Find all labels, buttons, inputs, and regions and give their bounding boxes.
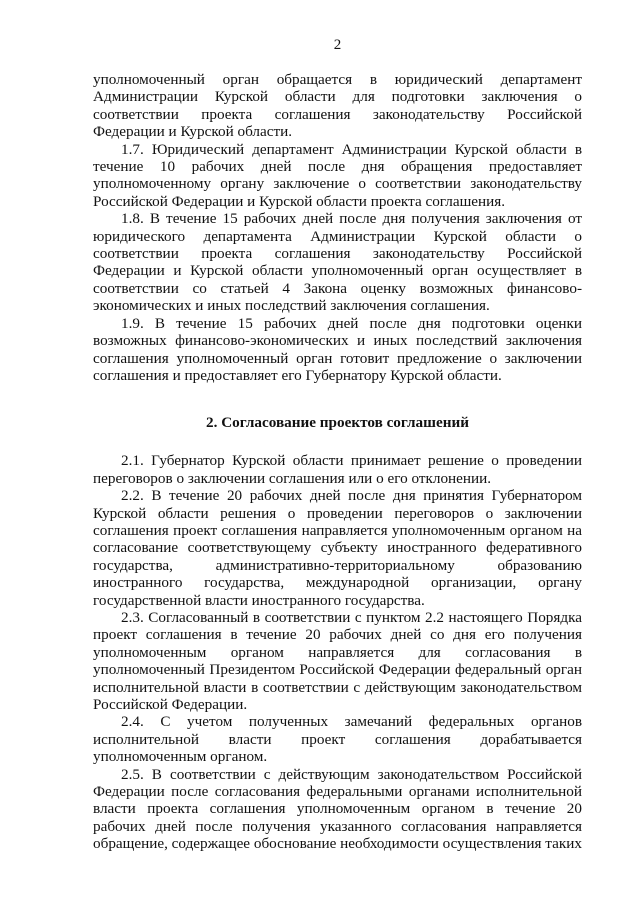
paragraph-2-5: 2.5. В соответствии с действующим законодательством Российской Федерации после согласования федеральными органами исполнительной власти проекта соглашения уполномоченным органом в течение 20 рабочих дней после получения указанного согласования направляется обращение, содержащее обоснование необходимости осуществления таких bbox=[93, 765, 582, 853]
paragraph-2-1: 2.1. Губернатор Курской области принимает решение о проведении переговоров о заключении соглашения или о его отклонении. bbox=[93, 452, 582, 487]
paragraph-1-9: 1.9. В течение 15 рабочих дней после дня подготовки оценки возможных финансово-экономических и иных последствий заключения соглашения уполномоченный орган готовит предложение о заключении соглашения и предоставляет его Губернатору Курской области. bbox=[93, 314, 582, 384]
paragraph-1-8: 1.8. В течение 15 рабочих дней после дня получения заключения от юридического департамента Администрации Курской области о соответствии проекта соглашения законодательству Российской Федерации и Курской области уполномоченный орган осуществляет в соответствии со статьей 4 Закона оценку возможных финансово-экономических и иных последствий заключения соглашения. bbox=[93, 210, 582, 315]
paragraph-1-7: 1.7. Юридический департамент Администрации Курской области в течение 10 рабочих дней после дня обращения предоставляет уполномоченному органу заключение о соответствии законодательству Российской Федерации и Курской области проекта соглашения. bbox=[93, 140, 582, 210]
paragraph-continuation: уполномоченный орган обращается в юридический департамент Администрации Курской области для подготовки заключения о соответствии проекта соглашения законодательству Российской Федерации и Курской области. bbox=[93, 71, 582, 141]
paragraph-2-3: 2.3. Согласованный в соответствии с пунктом 2.2 настоящего Порядка проект соглашения в течение 20 рабочих дней со дня его получения уполномоченным органом направляется для согласования в уполномоченный Президентом Российской Федерации федеральный орган исполнительной власти в соответствии с действующим законодательством Российской Федерации. bbox=[93, 608, 582, 713]
page-number: 2 bbox=[333, 37, 342, 53]
paragraph-2-2: 2.2. В течение 20 рабочих дней после дня принятия Губернатором Курской области решения о проведении переговоров о заключении соглашения проект соглашения направляется уполномоченным органом на согласование соответствующему субъекту иностранного федеративного государства, административно-территориальному образованию иностранного государства, международной организации, органу государственной власти иностранного государства. bbox=[93, 487, 582, 609]
paragraph-2-4: 2.4. С учетом полученных замечаний федеральных органов исполнительной власти проект соглашения дорабатывается уполномоченным органом. bbox=[93, 713, 582, 766]
section-heading: 2. Согласование проектов соглашений bbox=[206, 414, 469, 432]
